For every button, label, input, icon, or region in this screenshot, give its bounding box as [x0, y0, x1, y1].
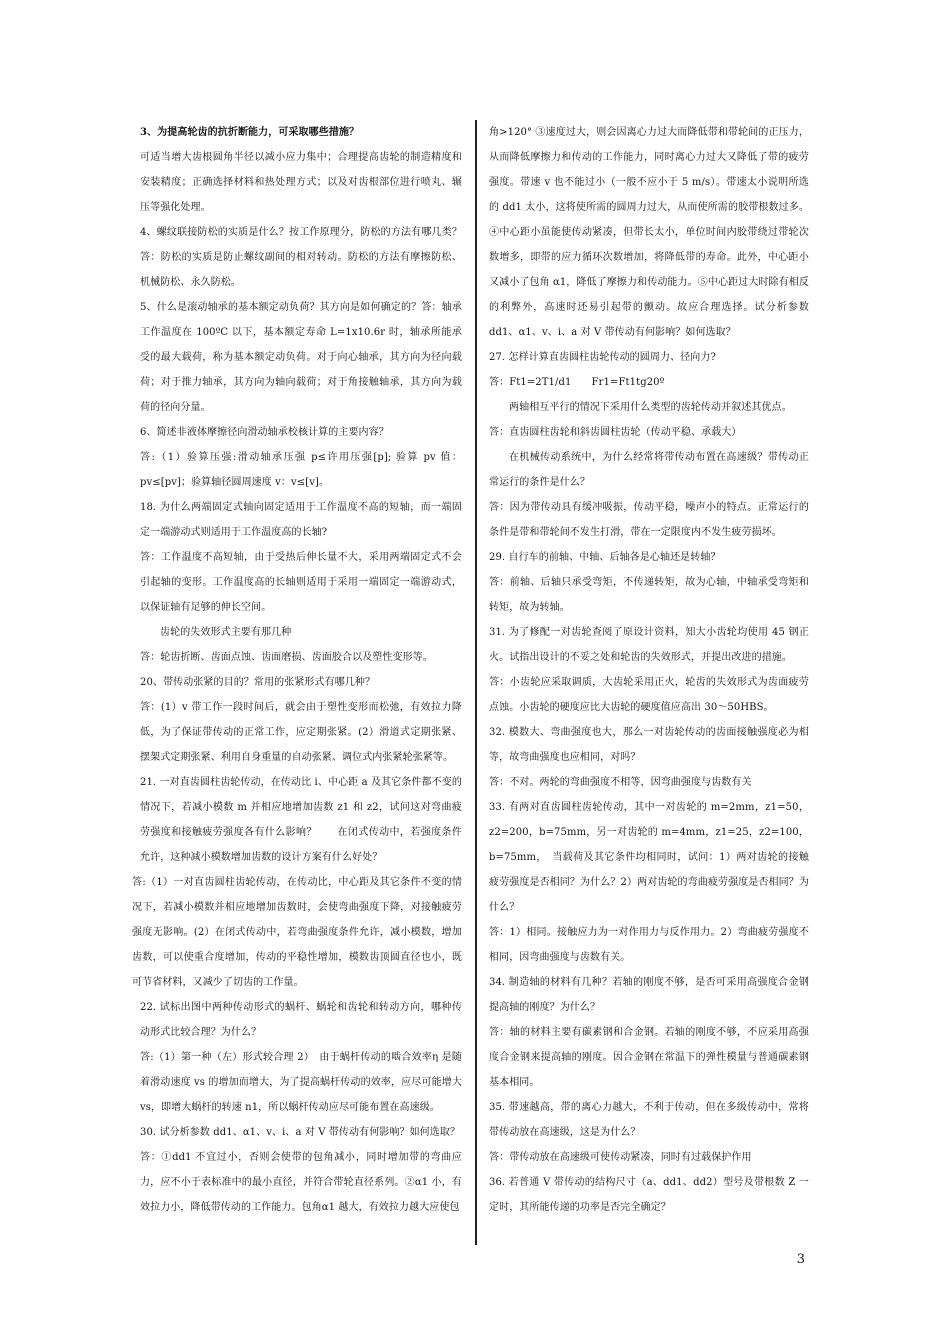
paragraph: 答：轮齿折断、齿面点蚀、齿面磨损、齿面胶合以及塑性变形等。: [140, 652, 433, 663]
paragraph: 答：因为带传动具有缓冲吸振，传动平稳，噪声小的特点。正常运行的条件是带和带轮间不发生打滑，带在一定限度内不发生疲劳损坏。: [489, 502, 809, 538]
paragraph: 答：带传动放在高速级可使传动紧凑，同时有过载保护作用: [489, 1152, 752, 1163]
paragraph: 答:（1）验算压强:滑动轴承压强 p≤许用压强[p]; 验算 pv 值：pv≤[pv]；验算轴径圆周速度 v：v≤[v]。: [140, 452, 462, 488]
paragraph: 5、什么是滚动轴承的基本额定动负荷？其方向是如何确定的？答：轴承工作温度在 100ºC 以下，基本额定寿命 L=1x10.6r 时，轴承所能承受的最大载荷，称为基本额定动负荷。对于向心轴承，其方向为径向载荷；对于推力轴承，其方向为轴向载荷；对于角接触轴承，其方向为载荷的径向分量。: [140, 302, 462, 413]
paragraph: 答：(1）v 带工作一段时间后，就会由于塑性变形而松弛，有效拉力降低，为了保证带传动的正常工作，应定期张紧。(2）滑道式定期张紧、摆架式定期张紧、利用自身重量的自动张紧、调位式内张紧轮张紧等。: [140, 702, 462, 763]
paragraph: 31. 为了修配一对齿轮查阅了原设计资料，知大小齿轮均使用 45 钢正火。试指出设计的不妥之处和轮齿的失效形式，并提出改进的措施。: [489, 627, 809, 663]
paragraph: 角>120° ③速度过大，则会因离心力过大而降低带和带轮间的正压力，从而降低摩擦力和传动的工作能力，同时离心力过大又降低了带的疲劳强度。带速 v 也不能过小（一般不应小于 5 m/s）。带速太小说明所选的 dd1 太小，这将使所需的圆周力过大，从而使所需的胶带根数过多。④中心距小虽能使传动紧凑，但带长太小，单位时间内胶带绕过带轮次数增多，即带的应力循环次数增加，将降低带的寿命。此外，中心距小又减小了包角 α1，降低了摩擦力和传动能力。⑤中心距过大时除有相反的利弊外，高速时还易引起带的颤动。故应合理选择。试分析参数 dd1、α1、v、i、a 对 V 带传动有何影响？如何选取？: [489, 127, 809, 338]
paragraph: 答：直齿圆柱齿轮和斜齿圆柱齿轮（传动平稳、承载大）: [489, 427, 742, 438]
left-column: [132, 120, 462, 1220]
paragraph: 22. 试标出图中两种传动形式的蜗杆、蜗轮和齿轮和转动方向，哪种传动形式比较合理？为什么？: [140, 1002, 462, 1038]
paragraph: 6、简述非液体摩擦径向滑动轴承校核计算的主要内容？: [140, 427, 389, 438]
paragraph: 29. 自行车的前轴、中轴、后轴各是心轴还是转轴？: [489, 552, 721, 563]
paragraph: 4、螺纹联接防松的实质是什么？按工作原理分，防松的方法有哪几类？答：防松的实质是防止螺纹副间的相对转动。防松的方法有摩擦防松、机械防松、永久防松。: [140, 227, 462, 288]
paragraph: 答：工作温度不高短轴，由于受热后伸长量不大，采用两端固定式不会引起轴的变形。工作温度高的长轴则适用于采用一端固定一端游动式，以保证轴有足够的伸长空间。: [140, 552, 462, 613]
paragraph: 答：前轴、后轴只承受弯矩，不传递转矩，故为心轴，中轴承受弯矩和转矩，故为转轴。: [489, 577, 809, 613]
paragraph: 答:（1）第一种（左）形式较合理 2） 由于蜗杆传动的啮合效率η 是随着滑动速度 vs 的增加而增大，为了提高蜗杆传动的效率，应尽可能增大 vs，即增大蜗杆的转速 n1，所以蜗杆传动应尽可能布置在高速级。: [140, 1052, 462, 1113]
right-column: [489, 120, 809, 1220]
paragraph: 33. 有两对直齿圆柱齿轮传动，其中一对齿轮的 m=2mm，z1=50，z2=200，b=75mm，另一对齿轮的 m=4mm，z1=25，z2=100，b=75mm， 当载荷及其它条件均相同时，试问：1）两对齿轮的接触疲劳强度是否相同？为什么？2）两对齿轮的弯曲疲劳强度是否相同？为什么？: [489, 802, 809, 913]
paragraph: 30. 试分析参数 dd1、α1、v、i、a 对 V 带传动有何影响？如何选取？: [140, 1127, 461, 1138]
paragraph: 答：不对。两轮的弯曲强度不相等，因弯曲强度与齿数有关: [489, 777, 752, 788]
paragraph: 答：1）相同。接触应力为一对作用力与反作用力。2）弯曲疲劳强度不相同，因弯曲强度与齿数有关。: [489, 927, 809, 963]
paragraph: 32. 模数大、弯曲强度也大，那么一对齿轮传动的齿面接触强度必为相等，故弯曲强度也应相同，对吗？: [489, 727, 809, 763]
paragraph: 21. 一对直齿圆柱齿轮传动，在传动比 i、中心距 a 及其它条件都不变的情况下，若减小模数 m 并相应地增加齿数 z1 和 z2，试问这对弯曲疲劳强度和接触疲劳强度各有什么影响？ 在闭式传动中，若强度条件允许，这种减小模数增加齿数的设计方案有什么好处？: [140, 777, 462, 863]
paragraph: 在机械传动系统中，为什么经常将带传动布置在高速级？带传动正常运行的条件是什么？: [489, 452, 809, 488]
paragraph: 答：①dd1 不宜过小，否则会使带的包角减小，同时增加带的弯曲应力，应不小于表标准中的最小直径，并符合带轮直径系列。②α1 小，有效拉力小，降低带传动的工作能力。包角α1 越大，有效拉力越大应使包: [140, 1152, 462, 1213]
paragraph: 35. 带速越高，带的离心力越大，不利于传动，但在多级传动中，常将带传动放在高速级，这是为什么？: [489, 1102, 809, 1138]
paragraph: 20、带传动张紧的目的？常用的张紧形式有哪几种？: [140, 677, 376, 688]
paragraph: 齿轮的失效形式主要有那几种: [160, 627, 292, 638]
paragraph: 可适当增大齿根圆角半径以减小应力集中；合理提高齿轮的制造精度和安装精度；正确选择材料和热处理方式；以及对齿根部位进行喷丸、辗压等强化处理。: [140, 152, 462, 213]
paragraph: 18. 为什么两端固定式轴向固定适用于工作温度不高的短轴，而一端固定一端游动式则适用于工作温度高的长轴?: [140, 502, 462, 538]
paragraph: 27. 怎样计算直齿圆柱齿轮传动的圆周力、径向力?: [489, 352, 716, 363]
paragraph: 36. 若普通 V 带传动的结构尺寸（a、dd1、dd2）型号及带根数 Z 一定时，其所能传递的功率是否完全确定？: [489, 1177, 809, 1213]
paragraph: 答:（1）一对直齿圆柱齿轮传动，在传动比，中心距及其它条件不变的情况下，若减小模数并相应地增加齿数时，会使弯曲强度下降，对接触疲劳强度无影响。(2）在闭式传动中，若弯曲强度条件允许，减小模数，增加齿数，可以使重合度增加，传动的平稳性增加，模数齿顶圆直径也小，既可节省材料，又减少了切齿的工作量。: [132, 877, 462, 988]
paragraph: 答：小齿轮应采取调质，大齿轮采用正火，轮齿的失效形式为齿面疲劳点蚀。小齿轮的硬度应比大齿轮的硬度值应高出 30～50HBS。: [489, 677, 809, 713]
paragraph: 答：轴的材料主要有碳素钢和合金钢。若轴的刚度不够，不应采用高强度合金钢来提高轴的刚度。因合金钢在常温下的弹性模量与普通碳素钢基本相同。: [489, 1027, 809, 1088]
page-number: 3: [796, 1252, 805, 1267]
paragraph: 3、为提高轮齿的抗折断能力，可采取哪些措施？: [140, 127, 360, 138]
column-divider: [475, 120, 477, 1245]
paragraph: 34. 制造轴的材料有几种？若轴的刚度不够，是否可采用高强度合金钢提高轴的刚度？为什么？: [489, 977, 809, 1013]
paragraph: 两轴相互平行的情况下采用什么类型的齿轮传动并叙述其优点。: [509, 402, 792, 413]
paragraph: 答：Ft1=2T1/d1 Fr1=Ft1tg20º: [489, 377, 665, 388]
